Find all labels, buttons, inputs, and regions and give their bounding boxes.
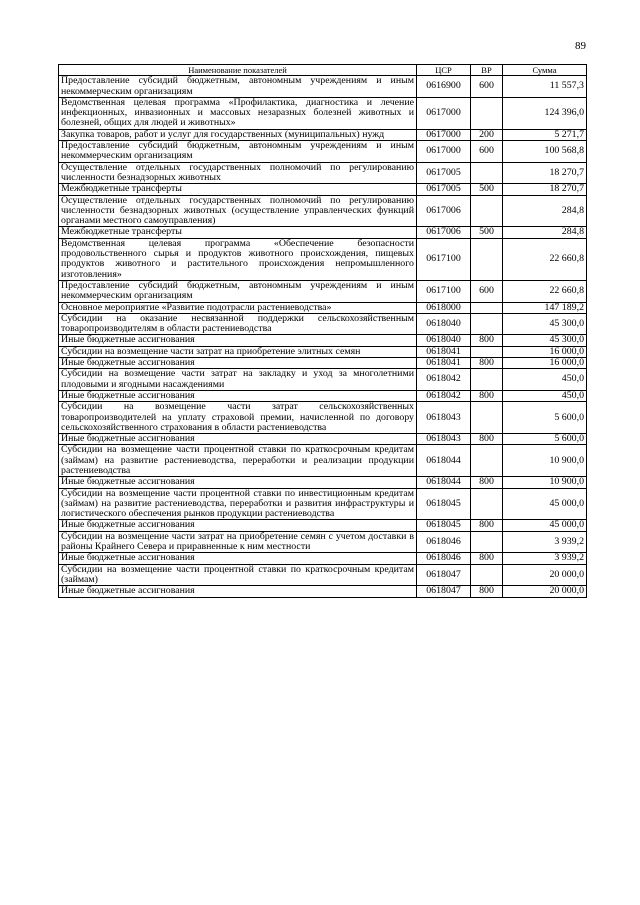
table-row bbox=[59, 184, 587, 195]
table-row bbox=[59, 402, 587, 434]
table-row bbox=[59, 162, 587, 184]
row-csr-cell: 0617100 bbox=[417, 238, 471, 280]
row-csr-cell: 0618045 bbox=[417, 520, 471, 531]
row-sum-cell: 5 271,7 bbox=[503, 129, 587, 140]
row-csr-cell: 0617006 bbox=[417, 227, 471, 238]
row-sum-cell: 284,8 bbox=[503, 195, 587, 227]
row-vr-cell: 800 bbox=[471, 434, 503, 445]
header-name: Наименование показателей bbox=[59, 65, 417, 76]
table-row bbox=[59, 520, 587, 531]
row-vr-cell: 800 bbox=[471, 390, 503, 401]
row-csr-cell: 0617100 bbox=[417, 280, 471, 302]
row-name-cell: Межбюджетные трансферты bbox=[59, 227, 417, 238]
row-csr-cell: 0618044 bbox=[417, 477, 471, 488]
row-name-cell: Субсидии на возмещение части затрат сельскохозяйственных товаропроизводителей на уплату страховой премии, начисленной по договору сельскохозяйственного страхования в области растениеводства bbox=[59, 402, 417, 434]
row-csr-cell: 0618040 bbox=[417, 335, 471, 346]
table-row bbox=[59, 488, 587, 520]
row-name-cell: Субсидии на возмещение части затрат на приобретение семян с учетом доставки в районы Крайнего Севера и приравненные к ним местности bbox=[59, 531, 417, 553]
row-name-cell: Иные бюджетные ассигнования bbox=[59, 586, 417, 597]
table-row bbox=[59, 564, 587, 586]
table-body bbox=[59, 76, 587, 597]
table-row bbox=[59, 586, 587, 597]
row-sum-cell: 45 000,0 bbox=[503, 520, 587, 531]
table-row bbox=[59, 434, 587, 445]
row-name-cell: Субсидии на возмещение части затрат на закладку и уход за многолетними плодовыми и ягодными насаждениями bbox=[59, 369, 417, 391]
row-csr-cell: 0618047 bbox=[417, 564, 471, 586]
row-csr-cell: 0618045 bbox=[417, 488, 471, 520]
row-vr-cell bbox=[471, 302, 503, 313]
row-sum-cell: 18 270,7 bbox=[503, 162, 587, 184]
row-name-cell: Предоставление субсидий бюджетным, автономным учреждениям и иным некоммерческим организациям bbox=[59, 76, 417, 98]
row-csr-cell: 0618041 bbox=[417, 346, 471, 357]
row-vr-cell bbox=[471, 531, 503, 553]
row-sum-cell: 45 300,0 bbox=[503, 335, 587, 346]
row-vr-cell bbox=[471, 238, 503, 280]
row-name-cell: Осуществление отдельных государственных полномочий по регулированию численности безнадзорных животных bbox=[59, 162, 417, 184]
table-row bbox=[59, 335, 587, 346]
row-name-cell: Основное мероприятие «Развитие подотрасли растениеводства» bbox=[59, 302, 417, 313]
row-vr-cell bbox=[471, 369, 503, 391]
row-sum-cell: 124 396,0 bbox=[503, 97, 587, 129]
row-vr-cell bbox=[471, 97, 503, 129]
row-csr-cell: 0617005 bbox=[417, 184, 471, 195]
row-sum-cell: 45 300,0 bbox=[503, 313, 587, 335]
table-row bbox=[59, 445, 587, 477]
row-vr-cell: 800 bbox=[471, 335, 503, 346]
row-csr-cell: 0617000 bbox=[417, 129, 471, 140]
row-name-cell: Иные бюджетные ассигнования bbox=[59, 390, 417, 401]
row-vr-cell: 800 bbox=[471, 520, 503, 531]
table-row bbox=[59, 477, 587, 488]
row-sum-cell: 16 000,0 bbox=[503, 358, 587, 369]
row-sum-cell: 45 000,0 bbox=[503, 488, 587, 520]
row-name-cell: Межбюджетные трансферты bbox=[59, 184, 417, 195]
row-name-cell: Иные бюджетные ассигнования bbox=[59, 477, 417, 488]
table-header bbox=[59, 65, 587, 76]
row-csr-cell: 0618041 bbox=[417, 358, 471, 369]
row-vr-cell: 500 bbox=[471, 184, 503, 195]
row-sum-cell: 10 900,0 bbox=[503, 445, 587, 477]
table-row bbox=[59, 129, 587, 140]
table-row bbox=[59, 195, 587, 227]
row-vr-cell bbox=[471, 195, 503, 227]
row-csr-cell: 0618000 bbox=[417, 302, 471, 313]
header-vr: ВР bbox=[471, 65, 503, 76]
row-sum-cell: 16 000,0 bbox=[503, 346, 587, 357]
row-csr-cell: 0618043 bbox=[417, 402, 471, 434]
row-vr-cell: 200 bbox=[471, 129, 503, 140]
row-name-cell: Иные бюджетные ассигнования bbox=[59, 520, 417, 531]
row-name-cell: Субсидии на возмещение части процентной ставки по инвестиционным кредитам (займам) на развитие растениеводства, переработки и развития инфраструктуры и логистического обеспечения рынков продукции растениеводства bbox=[59, 488, 417, 520]
row-name-cell: Субсидии на возмещение части процентной ставки по краткосрочным кредитам (займам) на развитие растениеводства, переработки и реализации продукции растениеводства bbox=[59, 445, 417, 477]
table-row bbox=[59, 531, 587, 553]
table-row bbox=[59, 358, 587, 369]
row-sum-cell: 18 270,7 bbox=[503, 184, 587, 195]
row-vr-cell bbox=[471, 488, 503, 520]
row-name-cell: Иные бюджетные ассигнования bbox=[59, 358, 417, 369]
row-vr-cell bbox=[471, 162, 503, 184]
row-csr-cell: 0618046 bbox=[417, 553, 471, 564]
row-csr-cell: 0618042 bbox=[417, 390, 471, 401]
row-vr-cell: 800 bbox=[471, 553, 503, 564]
budget-table bbox=[58, 64, 587, 598]
header-row bbox=[59, 65, 587, 76]
row-vr-cell bbox=[471, 564, 503, 586]
row-sum-cell: 5 600,0 bbox=[503, 434, 587, 445]
row-csr-cell: 0618046 bbox=[417, 531, 471, 553]
row-vr-cell: 600 bbox=[471, 76, 503, 98]
row-name-cell: Осуществление отдельных государственных полномочий по регулированию численности безнадзорных животных (осуществление управленческих функций органами местного самоуправления) bbox=[59, 195, 417, 227]
row-name-cell: Закупка товаров, работ и услуг для государственных (муниципальных) нужд bbox=[59, 129, 417, 140]
row-sum-cell: 450,0 bbox=[503, 390, 587, 401]
table-row bbox=[59, 280, 587, 302]
row-name-cell: Предоставление субсидий бюджетным, автономным учреждениям и иным некоммерческим организациям bbox=[59, 280, 417, 302]
row-sum-cell: 11 557,3 bbox=[503, 76, 587, 98]
row-csr-cell: 0618043 bbox=[417, 434, 471, 445]
row-name-cell: Иные бюджетные ассигнования bbox=[59, 335, 417, 346]
row-vr-cell: 800 bbox=[471, 586, 503, 597]
row-csr-cell: 0617000 bbox=[417, 97, 471, 129]
row-name-cell: Субсидии на оказание несвязанной поддержки сельскохозяйственным товаропроизводителям в области растениеводства bbox=[59, 313, 417, 335]
row-name-cell: Иные бюджетные ассигнования bbox=[59, 553, 417, 564]
table-row bbox=[59, 227, 587, 238]
header-sum: Сумма bbox=[503, 65, 587, 76]
row-sum-cell: 10 900,0 bbox=[503, 477, 587, 488]
row-name-cell: Субсидии на возмещение части процентной ставки по краткосрочным кредитам (займам) bbox=[59, 564, 417, 586]
row-vr-cell: 500 bbox=[471, 227, 503, 238]
table-row bbox=[59, 97, 587, 129]
header-csr: ЦСР bbox=[417, 65, 471, 76]
row-sum-cell: 22 660,8 bbox=[503, 238, 587, 280]
row-sum-cell: 20 000,0 bbox=[503, 586, 587, 597]
row-csr-cell: 0617006 bbox=[417, 195, 471, 227]
table-row bbox=[59, 553, 587, 564]
table-row bbox=[59, 76, 587, 98]
row-vr-cell bbox=[471, 445, 503, 477]
table-row bbox=[59, 141, 587, 163]
row-vr-cell bbox=[471, 346, 503, 357]
row-csr-cell: 0618042 bbox=[417, 369, 471, 391]
row-sum-cell: 3 939,2 bbox=[503, 531, 587, 553]
row-sum-cell: 100 568,8 bbox=[503, 141, 587, 163]
row-csr-cell: 0618040 bbox=[417, 313, 471, 335]
row-name-cell: Предоставление субсидий бюджетным, автономным учреждениям и иным некоммерческим организациям bbox=[59, 141, 417, 163]
row-csr-cell: 0617005 bbox=[417, 162, 471, 184]
table-row bbox=[59, 369, 587, 391]
row-sum-cell: 22 660,8 bbox=[503, 280, 587, 302]
row-name-cell: Ведомственная целевая программа «Обеспечение безопасности продовольственного сырья и продуктов животного происхождения, пищевых продуктов животного и растительного происхождения непромышленного изготовления» bbox=[59, 238, 417, 280]
row-sum-cell: 284,8 bbox=[503, 227, 587, 238]
row-name-cell: Иные бюджетные ассигнования bbox=[59, 434, 417, 445]
row-name-cell: Субсидии на возмещение части затрат на приобретение элитных семян bbox=[59, 346, 417, 357]
row-sum-cell: 20 000,0 bbox=[503, 564, 587, 586]
table-row bbox=[59, 238, 587, 280]
table-row bbox=[59, 390, 587, 401]
row-name-cell: Ведомственная целевая программа «Профилактика, диагностика и лечение инфекционных, инвазионных и массовых незаразных болезней животных и болезней, общих для людей и животных» bbox=[59, 97, 417, 129]
row-sum-cell: 5 600,0 bbox=[503, 402, 587, 434]
row-csr-cell: 0618044 bbox=[417, 445, 471, 477]
row-sum-cell: 147 189,2 bbox=[503, 302, 587, 313]
row-vr-cell: 800 bbox=[471, 477, 503, 488]
row-csr-cell: 0616900 bbox=[417, 76, 471, 98]
row-vr-cell: 600 bbox=[471, 141, 503, 163]
row-csr-cell: 0617000 bbox=[417, 141, 471, 163]
row-vr-cell: 600 bbox=[471, 280, 503, 302]
table-row bbox=[59, 313, 587, 335]
row-sum-cell: 3 939,2 bbox=[503, 553, 587, 564]
row-vr-cell: 800 bbox=[471, 358, 503, 369]
page-number: 89 bbox=[575, 40, 586, 52]
row-vr-cell bbox=[471, 313, 503, 335]
row-vr-cell bbox=[471, 402, 503, 434]
row-sum-cell: 450,0 bbox=[503, 369, 587, 391]
table-row bbox=[59, 302, 587, 313]
row-csr-cell: 0618047 bbox=[417, 586, 471, 597]
table-row bbox=[59, 346, 587, 357]
